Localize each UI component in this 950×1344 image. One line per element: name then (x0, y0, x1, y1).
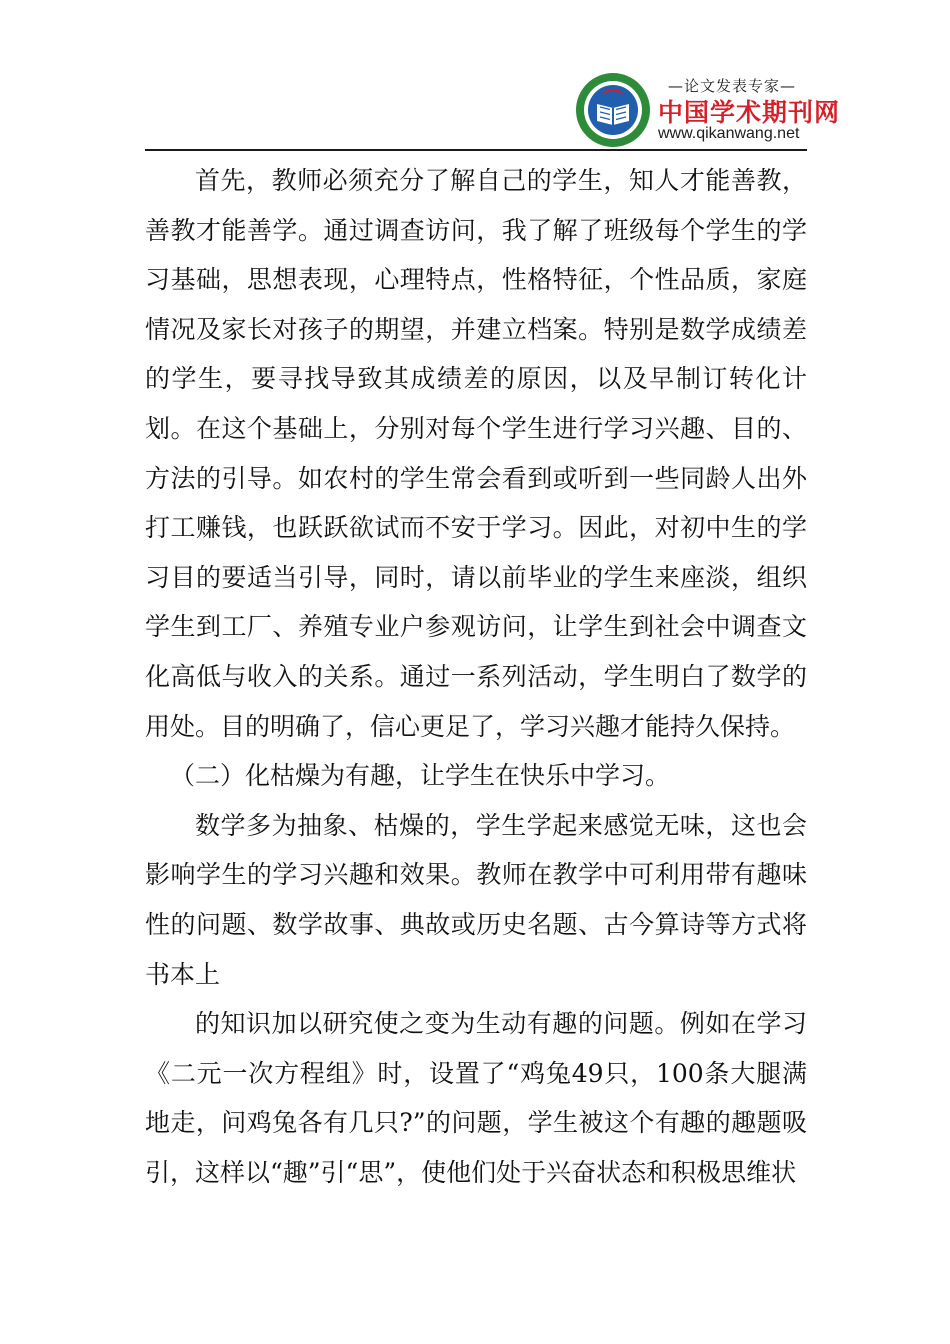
seal-book-icon (574, 71, 652, 149)
section-heading: （二）化枯燥为有趣，让学生在快乐中学习。 (170, 761, 671, 791)
paragraph: 首先，教师必须充分了解自己的学生，知人才能善教，善教才能善学。通过调查访问，我了解了班级每个学生的学习基础，思想表现，心理特点，性格特征，个性品质，家庭情况及家长对孩子的期望，并建立档案。特别是数学成绩差的学生，要寻找导致其成绩差的原因，以及早制订转化计划。在这个基础上，分别对每个学生进行学习兴趣、目的、方法的引导。如农村的学生常会看到或听到一些同龄人出外打工赚钱，也跃跃欲试而不安于学习。因此，对初中生的学习目的要适当引导，同时，请以前毕业的学生来座淡，组织学生到工厂、养殖专业户参观访问，让学生到社会中调查文化高低与收入的关系。通过一系列活动，学生明白了数学的用处。目的明确了，信心更足了，学习兴趣才能持久保持。 (145, 166, 807, 741)
brand-tagline: —论文发表专家— (667, 77, 796, 95)
paragraph: 数学多为抽象、枯燥的，学生学起来感觉无味，这也会影响学生的学习兴趣和效果。教师在教学中可利用带有趣味性的问题、数学故事、典故或历史名题、古今算诗等方式将书本上 (145, 810, 807, 989)
document-body (145, 156, 807, 1197)
page-header (145, 0, 841, 152)
paragraph: 的知识加以研究使之变为生动有趣的问题。例如在学习《二元一次方程组》时，设置了“鸡兔49只，100条大腿满地走，问鸡兔各有几只?”的问题，学生被这个有趣的趣题吸引，这样以“趣”引“思”，使他们处于兴奋状态和积极思维状 (145, 1009, 807, 1187)
brand-name: 中国学术期刊网 (658, 98, 841, 127)
header-divider (145, 149, 807, 151)
brand-url: www.qikanwang.net (658, 125, 800, 142)
qikanwang-logo (574, 71, 841, 149)
